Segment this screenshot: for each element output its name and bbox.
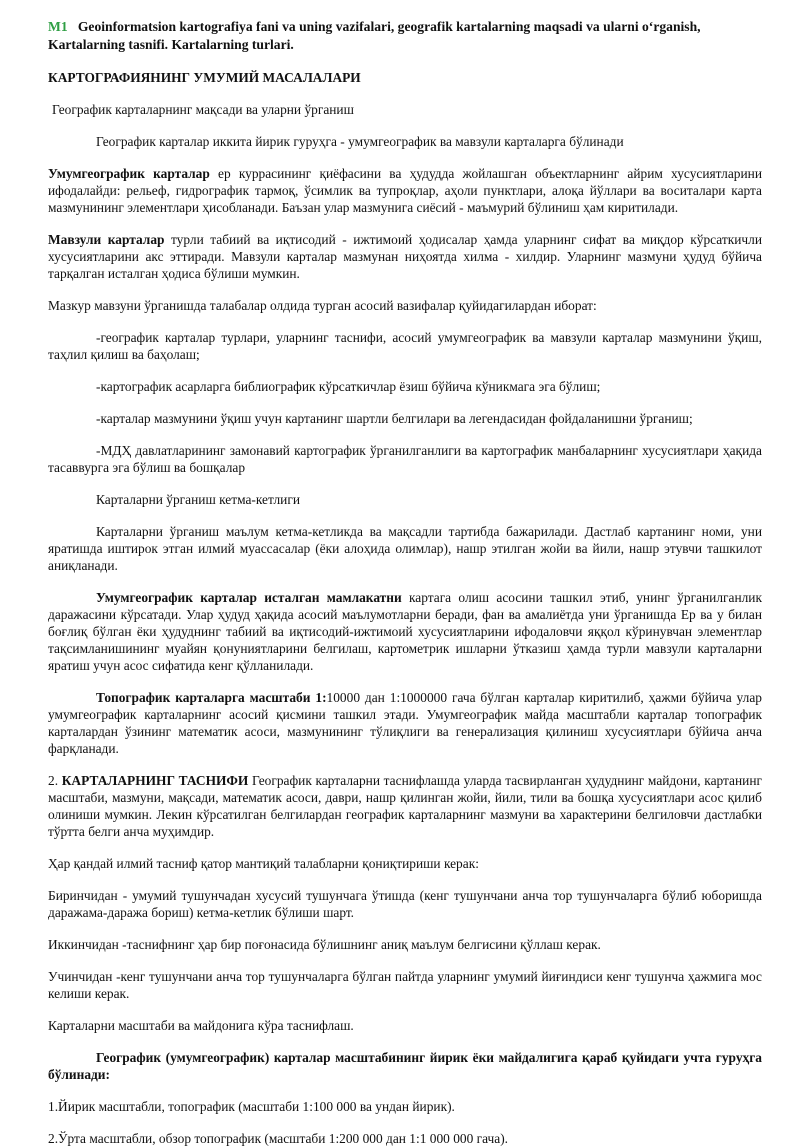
term-general-maps: Умумгеографик карталар: [48, 166, 210, 181]
task-item-2: -картографик асарларга библиографик кўрсаткичлар ёзиш бўйича кўникмага эга бўлиш;: [96, 379, 601, 394]
paragraph-17: Иккинчидан -таснифнинг ҳар бир поғонасида бўлишнинг аниқ маълум белгисини қўллаш керак.: [48, 937, 601, 952]
paragraph-3-text: ер куррасининг қиёфасини ва ҳудудда жойлашган объектларнинг айрим хусусиятларини ифодалайди: рельеф, гидрографик тармоқ, ўсимлик ва тупроқлар, аҳоли пунктлари, алоқа йўллари ва воситалари карта мазмунининг элементлари ҳисобланади. Баъзан улар мазмунига сиёсий - маъмурий бўлиниш ҳам киритилади.: [48, 166, 762, 215]
paragraph-4-text: турли табиий ва иқтисодий - ижтимоий ҳодисалар ҳамда уларнинг сифат ва миқдор кўрсаткичли хусусиятларини акс эттиради. Мавзули карталар мазмунан ниҳоятда хилма - хилдир. Уларнинг мазмуни ҳудуд бўйича тарқалган исталган ҳодиса бўлиши мумкин.: [48, 232, 762, 281]
paragraph-2: Географик карталар иккита йирик гуруҳга - умумгеографик ва мавзули карталарга бўлинади: [96, 134, 624, 149]
paragraph-13-text: 10000 дан 1:1000000 гача бўлган карталар киритилиб, ҳажми бўйича улар умумгеографик карталарнинг асосий қисмини ташкил этади. Умумгеографик майда масштабли карталар топографик карталардан ўзининг математик асоси, мазмунининг тўлиқлиги ва генерализация қилиниш хусусиятлари бўйича анча фарқланади.: [48, 690, 762, 756]
paragraph-14: [48, 772, 762, 840]
term-general-maps-country: Умумгеографик карталар исталган мамлакатни: [96, 590, 402, 605]
document-title: [48, 18, 762, 54]
paragraph-sequence-heading: Карталарни ўрганиш кетма-кетлиги: [96, 492, 301, 507]
section-number: 2.: [48, 773, 62, 788]
term-scale-groups: Географик (умумгеографик) карталар масштабининг йирик ёки майдалигига қараб қуйидаги учта гуруҳга бўлинади:: [48, 1050, 762, 1082]
scale-item-1: 1.Йирик масштабли, топографик (масштаби 1:100 000 ва ундан йирик).: [48, 1099, 455, 1114]
paragraph-3: [48, 165, 762, 216]
paragraph-5: Мазкур мавзуни ўрганишда талабалар олдида турган асосий вазифалар қуйидагилардан иборат:: [48, 298, 597, 313]
paragraph-18: Учинчидан -кенг тушунчани анча тор тушунчаларга бўлган пайтда уларнинг умумий йиғиндиси кенг тушунча ҳажмига мос келиши керак.: [48, 969, 762, 1001]
paragraph-12: [48, 589, 762, 674]
paragraph-14-text: Географик карталарни таснифлашда уларда тасвирланган ҳудуднинг майдони, картанинг масштаби, мазмуни, мақсади, математик асоси, даври, нашр қилинган жойи, йили, тили ва бошқа хусусиятлари асос қилиб олиниши мумкин. Лекин кўрсатилган белгилардан географик карталарнинг мазмуни ва характерини белгиловчи дастлабки тўртта белги анча муҳимдир.: [48, 773, 762, 839]
paragraph-4: [48, 231, 762, 282]
paragraph-16: Биринчидан - умумий тушунчадан хусусий тушунчага ўтишда (кенг тушунчани анча тор тушунчаларга бўлиб юборишда даражама-даража бориш) кетма-кетлик бўлиши шарт.: [48, 888, 762, 920]
module-code: M1: [48, 19, 68, 34]
paragraph-15: Ҳар қандай илмий тасниф қатор мантиқий талабларни қониқтириши керак:: [48, 856, 479, 871]
scale-item-2: 2.Ўрта масштабли, обзор топографик (масштаби 1:200 000 дан 1:1 000 000 гача).: [48, 1131, 509, 1146]
paragraph-1: Географик карталарнинг мақсади ва уларни ўрганиш: [52, 102, 354, 117]
paragraph-11: Карталарни ўрганиш маълум кетма-кетликда ва мақсадли тартибда бажарилади. Дастлаб картанинг номи, уни яратишда иштирок этган илмий муассасалар (ёки алоҳида олимлар), нашр этилган жойи ва йили, нашр этувчи ташкилот аниқланади.: [48, 524, 762, 573]
document-page: [48, 18, 762, 1147]
paragraph-20: [48, 1049, 762, 1083]
document-title-text: Geoinformatsion kartografiya fani va uning vazifalari, geografik kartalarning maqsadi va ularni oʻrganish, Kartalarning tasnifi. Kartalarning turlari.: [48, 19, 701, 52]
term-thematic-maps: Мавзули карталар: [48, 232, 165, 247]
paragraph-19: Карталарни масштаби ва майдонига кўра таснифлаш.: [48, 1018, 354, 1033]
section-classification-heading: КАРТАЛАРНИНГ ТАСНИФИ: [61, 773, 249, 788]
task-item-1: -географик карталар турлари, уларнинг таснифи, асосий умумгеографик ва мавзули карталар мазмунини ўқиш, таҳлил қилиш ва баҳолаш;: [48, 330, 762, 362]
paragraph-13: [48, 689, 762, 757]
task-item-4: -МДҲ давлатларининг замонавий картографик ўрганилганлиги ва картографик манбаларнинг хусусиятлари ҳақида тасаввурга эга бўлиш ва бошқалар: [48, 443, 762, 475]
term-topographic-maps: Топографик карталарга масштаби 1:: [96, 690, 327, 705]
section-heading: КАРТОГРАФИЯНИНГ УМУМИЙ МАСАЛАЛАРИ: [48, 70, 361, 85]
paragraph-12-text: картага олиш асосини ташкил этиб, унинг ўрганилганлик даражасини кўрсатади. Улар ҳудуд ҳақида асосий маълумотларни беради, фан ва амалиётда уни ўрганишда Ер ва у билан боғлиқ бўлган ёки ҳудуднинг табиий ва иқтисодий-ижтимоий хусусиятларини ифодаловчи яққол кўринувчан элементлар тақсимланишининг муайян қонуниятларини белгилаш, картометрик ишларни ўтказиш ҳамда турли мавзули карталарни яратиш учун асос сифатида кенг қўлланилади.: [48, 590, 762, 673]
task-item-3: -карталар мазмунини ўқиш учун картанинг шартли белгилари ва легендасидан фойдаланишни ўрганиш;: [96, 411, 693, 426]
